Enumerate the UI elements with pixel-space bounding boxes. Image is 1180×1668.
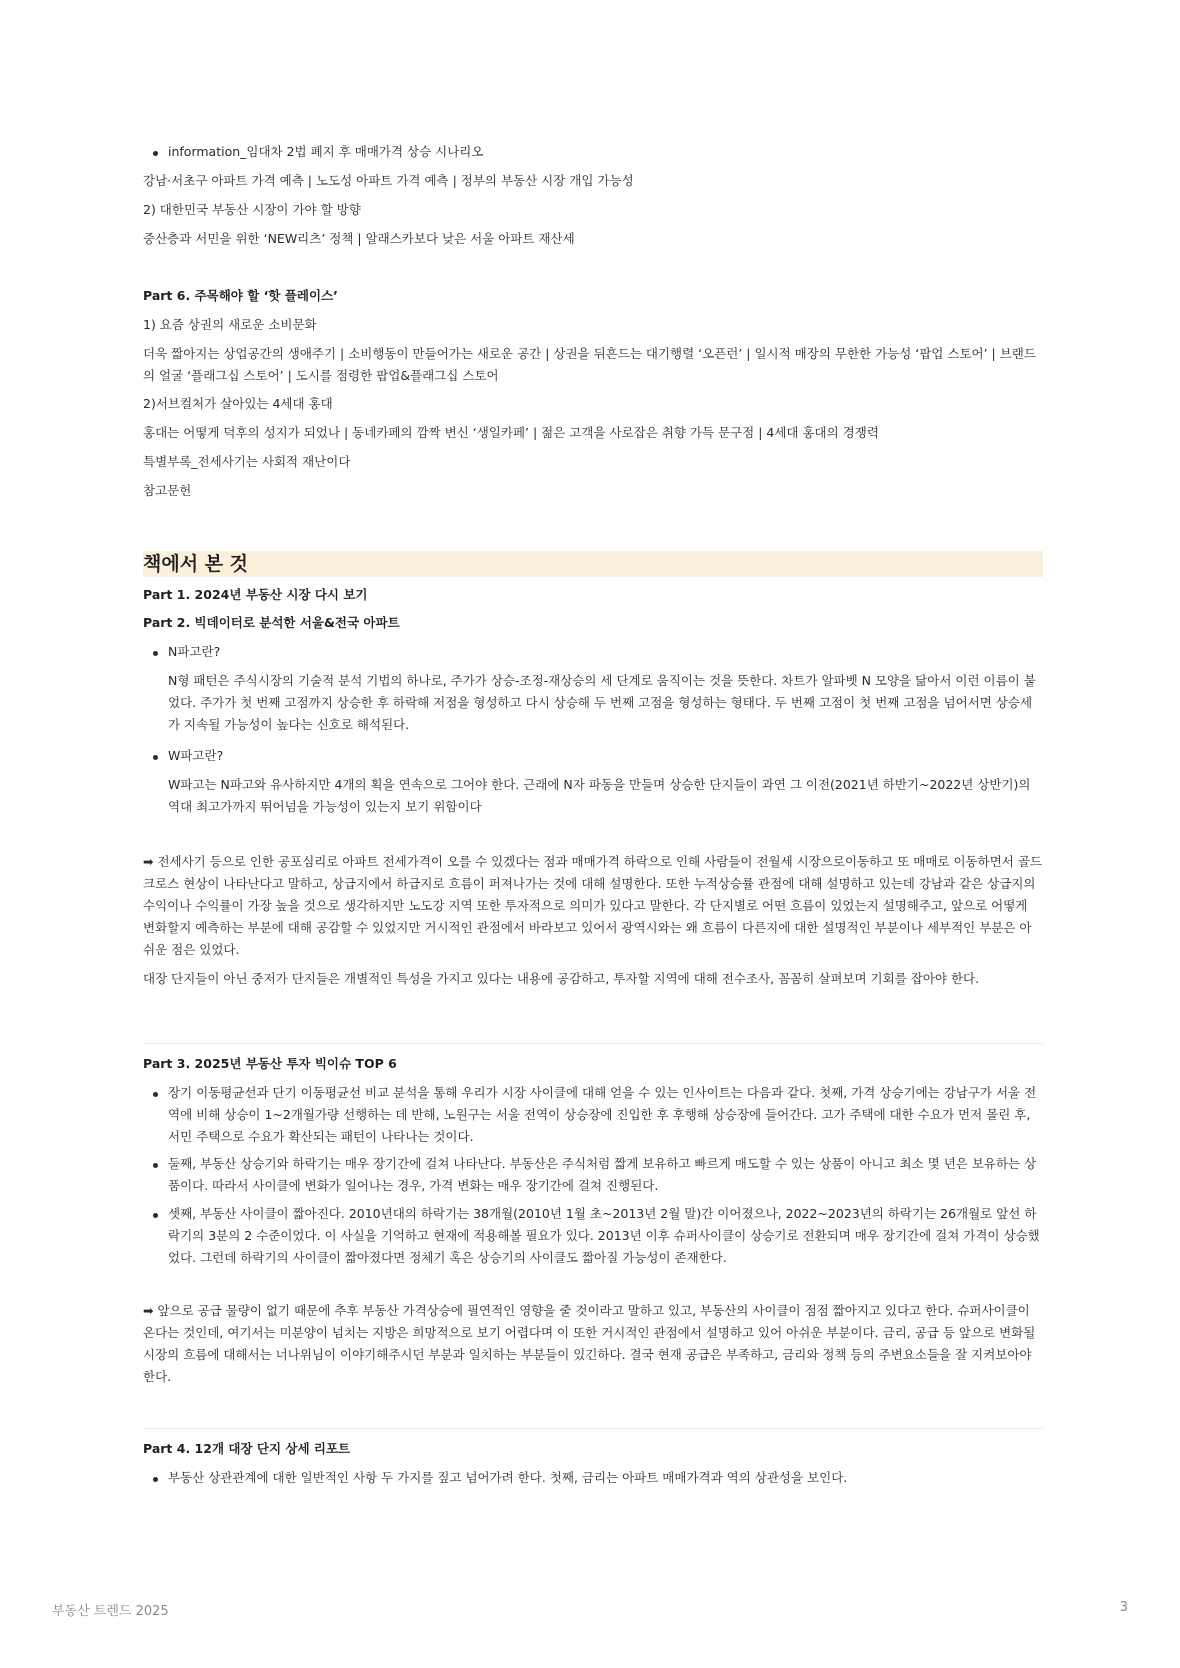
divider [143,1043,1043,1044]
part1-title: Part 1. 2024년 부동산 시장 다시 보기 [143,587,368,602]
toc-line: 특별부록_전세사기는 사회적 재난이다 [143,454,351,469]
list-item [143,141,1043,163]
list-item [143,745,1043,767]
page-number: 3 [1119,1600,1128,1615]
part3-point: 셋째, 부동산 사이클이 짧아진다. 2010년대의 하락기는 38개월(2010년 1월 초~2013년 2월 말)간 이어졌으나, 2022~2023년의 하락기는 26개월로 앞선 하락기의 3분의 2 수준이었다. 이 사실을 기억하고 현재에 적용해볼 필요가 있다. 2013년 이후 슈퍼사이클이 상승기로 전환되며 매우 장기간에 걸쳐 가격이 상승했었다. 그런데 하락기의 사이클이 짧아졌다면 정체기 혹은 상승기의 사이클도 짧아질 가능성이 존재한다. [168,1206,1040,1265]
toc-line: 중산층과 서민을 위한 ‘NEW리츠’ 정책 | 알래스카보다 낮은 서울 아파트 재산세 [143,231,575,246]
part3-title: Part 3. 2025년 부동산 투자 빅이슈 TOP 6 [143,1056,397,1071]
toc-line: 2) 대한민국 부동산 시장이 가야 할 방향 [143,202,361,217]
w-wave-body: W파고는 N파고와 유사하지만 4개의 획을 연속으로 그어야 한다. 근래에 N자 파동을 만들며 상승한 단지들이 과연 그 이전(2021년 하반기~2022년 상반기)의 역대 최고가까지 뛰어넘을 가능성이 있는지 보기 위함이다 [168,777,1031,814]
footer-title: 부동산 트렌드 2025 [52,1604,169,1619]
n-wave-title: N파고란? [168,644,221,659]
toc-paragraph: 더욱 짧아지는 상업공간의 생애주기 | 소비행동이 만들어가는 새로운 공간 | 상권을 뒤흔드는 대기행렬 ‘오픈런’ | 일시적 매장의 무한한 가능성 ‘팝업 스토어’ | 브랜드의 얼굴 ‘플래그십 스토어’ | 도시를 점령한 팝업&플래그십 스토어 [143,346,1036,383]
list-item [143,641,1043,663]
commentary-paragraph: 대장 단지들이 아닌 중저가 단지들은 개별적인 특성을 가지고 있다는 내용에 공감하고, 투자할 지역에 대해 전수조사, 꼼꼼히 살펴보며 기회를 잡아야 한다. [143,971,980,986]
part4-title: Part 4. 12개 대장 단지 상세 리포트 [143,1441,351,1456]
part3-point: 장기 이동평균선과 단기 이동평균선 비교 분석을 통해 우리가 시장 사이클에 대해 얻을 수 있는 인사이트는 다음과 같다. 첫째, 가격 상승기에는 강남구가 서울 전역에 비해 상승이 1~2개월가량 선행하는 데 반해, 노원구는 서울 전역이 상승장에 진입한 후 후행해 상승장에 들어간다. 고가 주택에 대한 수요가 먼저 몰린 후, 서민 주택으로 수요가 확산되는 패턴이 나타나는 것이다. [168,1085,1037,1144]
section-heading: 책에서 본 것 [143,551,1043,577]
list-item [143,1203,1043,1269]
bullet-dot [153,651,158,656]
toc-line: 강남·서초구 아파트 가격 예측 | 노도성 아파트 가격 예측 | 정부의 부동산 시장 개입 가능성 [143,173,634,188]
toc-line: 1) 요즘 상권의 새로운 소비문화 [143,317,317,332]
list-item [143,1082,1043,1148]
w-wave-title: W파고란? [168,748,224,763]
toc-line: 참고문헌 [143,483,192,498]
toc-line: 2)서브컬처가 살아있는 4세대 홍대 [143,396,333,411]
n-wave-body: N형 패턴은 주식시장의 기술적 분석 기법의 하나로, 주가가 상승-조정-재상승의 세 단계로 움직이는 것을 뜻한다. 차트가 알파벳 N 모양을 닮아서 이런 이름이 붙었다. 주가가 첫 번째 고점까지 상승한 후 하락해 저점을 형성하고 다시 상승해 두 번째 고점을 형성하는 형태다. 두 번째 고점이 첫 번째 고점을 넘어서면 상승세가 지속될 가능성이 높다는 신호로 해석된다. [168,673,1036,732]
commentary-paragraph: ➡ 앞으로 공급 물량이 없기 때문에 추후 부동산 가격상승에 필연적인 영향을 줄 것이라고 말하고 있고, 부동산의 사이클이 점점 짧아지고 있다고 한다. 슈퍼사이클이 온다는 것인데, 여기서는 미분양이 넘치는 지방은 희망적으로 보기 어렵다며 이 또한 거시적인 관점에서 설명하고 있어 아쉬운 부분이다. 금리, 공급 등 앞으로 변화될 시장의 흐름에 대해서는 너나위님이 이야기해주시던 부분과 일치하는 부분들이 있긴하다. 결국 현재 공급은 부족하고, 금리와 정책 등의 주변요소들을 잘 지켜보아야한다. [143,1303,1036,1384]
bullet-dot [153,1163,158,1168]
bullet-dot [153,1477,158,1482]
bullet-dot [153,1092,158,1097]
bullet-dot [153,151,158,156]
part6-title: Part 6. 주목해야 할 ‘핫 플레이스’ [143,288,338,303]
list-item [143,1467,1043,1489]
part4-point: 부동산 상관관계에 대한 일반적인 사항 두 가지를 짚고 넘어가려 한다. 첫째, 금리는 아파트 매매가격과 역의 상관성을 보인다. [168,1470,848,1485]
bullet-dot [153,755,158,760]
part2-title: Part 2. 빅데이터로 분석한 서울&전국 아파트 [143,615,400,630]
toc-line: 홍대는 어떻게 덕후의 성지가 되었나 | 동네카페의 깜짝 변신 ‘생일카페’ | 젊은 고객을 사로잡은 취향 가득 문구점 | 4세대 홍대의 경쟁력 [143,425,879,440]
divider [143,1428,1043,1429]
bullet-dot [153,1213,158,1218]
commentary-paragraph: ➡ 전세사기 등으로 인한 공포심리로 아파트 전세가격이 오를 수 있겠다는 점과 매매가격 하락으로 인해 사람들이 전월세 시장으로이동하고 또 매매로 이동하면서 골드크로스 현상이 나타난다고 말하고, 상급지에서 하급지로 흐름이 퍼져나가는 것에 대해 설명한다. 또한 누적상승률 관점에 대해 설명하고 있는데 강남과 같은 상급지의 수익이나 수익률이 가장 높을 것으로 생각하지만 노도강 지역 또한 투자적으로 의미가 있다고 말한다. 각 단지별로 어떤 흐름이 있었는지 설명해주고, 앞으로 어떻게 변화할지 예측하는 부분에 대해 공감할 수 있었지만 거시적인 관점에서 바라보고 있어서 광역시와는 왜 흐름이 다른지에 대한 설명적인 부분이나 세부적인 부분은 아쉬운 점은 있었다. [143,854,1042,957]
info-bullet-text: information_임대차 2법 폐지 후 매매가격 상승 시나리오 [168,144,484,159]
part3-point: 둘째, 부동산 상승기와 하락기는 매우 장기간에 걸쳐 나타난다. 부동산은 주식처럼 짧게 보유하고 빠르게 매도할 수 있는 상품이 아니고 최소 몇 년은 보유하는 상품이다. 따라서 사이클에 변화가 일어나는 경우, 가격 변화는 매우 장기간에 걸쳐 진행된다. [168,1156,1037,1193]
list-item [143,1153,1043,1197]
